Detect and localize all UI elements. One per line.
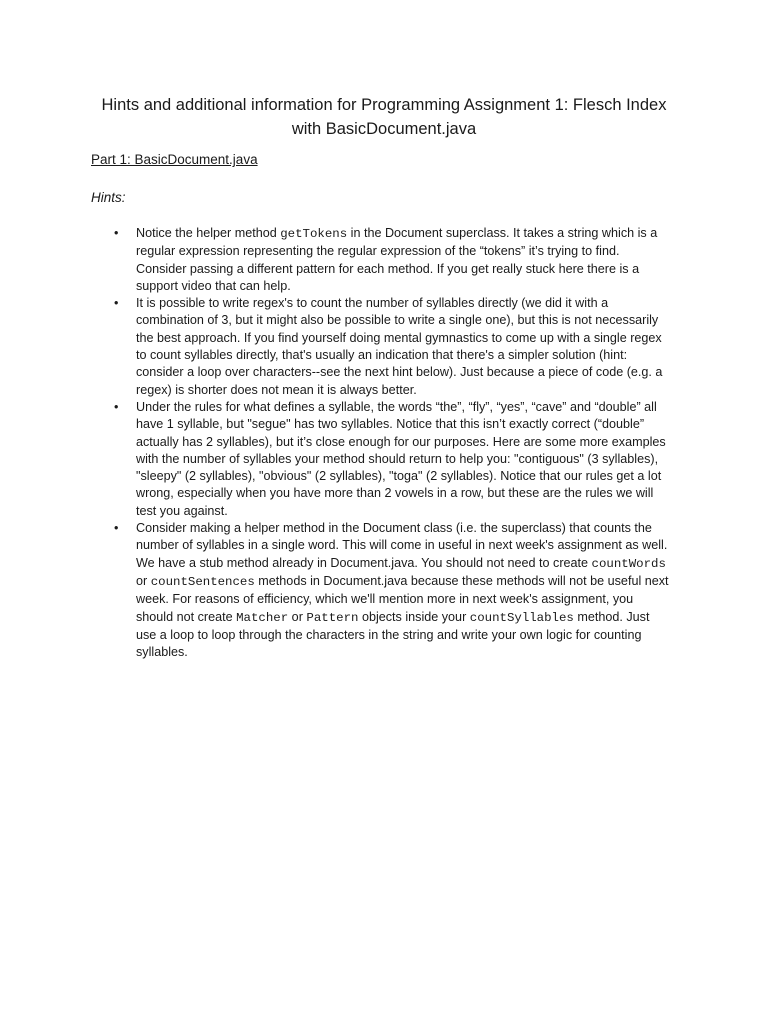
- hint-text: Consider making a helper method in the Document class (i.e. the superclass) that counts the number of syllables in a single word. This will come in useful in next week's assignment as well. We have a stub method already in Document.java. You should not need to create: [136, 521, 668, 570]
- hint-item-3: [91, 399, 671, 520]
- code-span: Matcher: [236, 610, 289, 625]
- code-span: countSentences: [150, 574, 255, 589]
- bullet-icon: •: [114, 399, 119, 414]
- code-span: countWords: [591, 556, 666, 571]
- hint-item-2: [91, 295, 671, 399]
- hint-item-4: [91, 520, 671, 661]
- hint-text: methods in Document.java because these methods will not be useful next week. For reasons of efficiency, which we'll mention more in next week's assignment, you should not create: [136, 573, 669, 624]
- bullet-icon: •: [114, 521, 119, 536]
- code-span: getTokens: [280, 227, 348, 241]
- code-span: countSyllables: [469, 610, 574, 625]
- bullet-icon: •: [114, 296, 119, 311]
- code-span: Pattern: [306, 610, 359, 625]
- hint-text: Notice the helper method: [136, 226, 281, 240]
- hint-text: or: [288, 609, 307, 624]
- hint-text: It is possible to write regex's to count the number of syllables directly (we did it with a combination of 3, but it might also be possible to write a single one), but this is not necessarily the best approach. If you find yourself doing mental gymnastics to come up with a single regex to count syllables directly, that's usually an indication that there's a simpler solution (hint: consider a loop over characters--see the next hint below). Just because a piece of code (e.g. a regex) is shorter does not mean it is always better.: [136, 296, 663, 397]
- document-title: Hints and additional information for Programming Assignment 1: Flesch Index with BasicDocument.java: [101, 96, 667, 138]
- hints-list: [91, 225, 671, 661]
- hint-text: or: [136, 573, 151, 588]
- hint-text: method. Just use a loop to loop through the characters in the string and write your own logic for counting syllables.: [136, 609, 650, 660]
- part-heading: Part 1: BasicDocument.java: [91, 152, 258, 167]
- hint-text: Under the rules for what defines a syllable, the words “the”, “fly”, “yes”, “cave” and “double” all have 1 syllable, but "segue" has two syllables. Notice that this isn’t exactly correct (“double” actually has 2 syllables), but it’s close enough for our purposes. Here are some more examples with the number of syllables your method should return to help you: "contiguous" (3 syllables), "sleepy" (2 syllables), "obvious" (2 syllables), "toga" (2 syllables). Notice that our rules get a lot wrong, especially when you have more than 2 vowels in a row, but these are the rules we will test you against.: [136, 399, 666, 518]
- hint-text: objects inside your: [358, 609, 470, 624]
- bullet-icon: •: [114, 226, 119, 240]
- hints-label: Hints:: [91, 190, 126, 205]
- hint-text: in the Document superclass. It takes a string which is a regular expression representing the regular expression of the “tokens” it’s trying to find. Consider passing a different pattern for each method. If you get really stuck here there is a support video that can help.: [136, 226, 658, 293]
- hint-item-1: [91, 225, 671, 295]
